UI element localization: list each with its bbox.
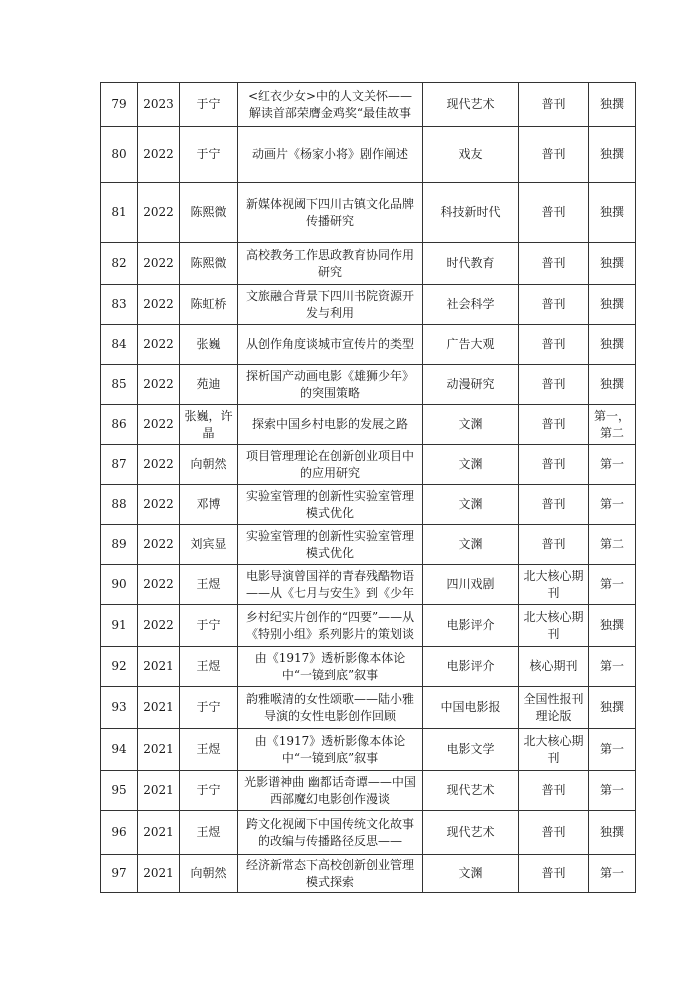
year-cell: 2022 <box>138 565 180 605</box>
title-cell <box>238 183 423 243</box>
title-cell <box>238 127 423 183</box>
role-cell: 第一 <box>589 729 636 771</box>
papers-table <box>100 82 636 893</box>
level-cell: 普刊 <box>519 83 589 127</box>
title-text: 跨文化视阈下中国传统文化故事的改编与传播路径反思—— <box>245 816 414 848</box>
title-text: 实验室管理的创新性实验室管理模式优化 <box>245 528 414 560</box>
index-cell: 90 <box>101 565 138 605</box>
role-cell: 第一 <box>589 565 636 605</box>
level-cell: 普刊 <box>519 445 589 485</box>
level-cell: 普刊 <box>519 771 589 811</box>
title-text: 探析国产动画电影《雄狮少年》的突围策略 <box>245 368 414 400</box>
author-cell: 邓博 <box>180 485 238 525</box>
title-text: 由《1917》透析影像本体论中“一镜到底”叙事 <box>254 650 406 682</box>
level-cell: 北大核心期刊 <box>519 565 589 605</box>
table-row <box>101 771 636 811</box>
author-cell: 苑迪 <box>180 365 238 405</box>
title-cell <box>238 855 423 893</box>
title-cell <box>238 83 423 127</box>
journal-cell: 戏友 <box>423 127 519 183</box>
title-text: 韵雅喉清的女性颂歌——陆小雅导演的女性电影创作回顾 <box>245 691 414 723</box>
index-cell: 80 <box>101 127 138 183</box>
role-cell: 第一 <box>589 771 636 811</box>
table-row <box>101 687 636 729</box>
author-cell: 于宁 <box>180 687 238 729</box>
level-cell: 普刊 <box>519 365 589 405</box>
index-cell: 93 <box>101 687 138 729</box>
journal-cell: 电影评介 <box>423 647 519 687</box>
title-text: 动画片《杨家小将》剧作阐述 <box>251 147 408 161</box>
title-text: 实验室管理的创新性实验室管理模式优化 <box>245 488 414 520</box>
journal-cell: 时代教育 <box>423 243 519 285</box>
journal-cell: 广告大观 <box>423 325 519 365</box>
year-cell: 2022 <box>138 285 180 325</box>
role-cell: 独撰 <box>589 605 636 647</box>
author-cell: 于宁 <box>180 127 238 183</box>
year-cell: 2021 <box>138 729 180 771</box>
title-cell <box>238 285 423 325</box>
role-cell: 第一，第二 <box>589 405 636 445</box>
index-cell: 83 <box>101 285 138 325</box>
journal-cell: 科技新时代 <box>423 183 519 243</box>
author-cell: 王煜 <box>180 565 238 605</box>
index-cell: 94 <box>101 729 138 771</box>
title-text: 新媒体视阈下四川古镇文化品牌传播研究 <box>245 196 414 228</box>
year-cell: 2021 <box>138 771 180 811</box>
year-cell: 2022 <box>138 325 180 365</box>
table-row <box>101 405 636 445</box>
index-cell: 95 <box>101 771 138 811</box>
title-text: 从创作角度谈城市宣传片的类型 <box>245 337 414 351</box>
author-cell: 陈熙微 <box>180 183 238 243</box>
journal-cell: 电影评介 <box>423 605 519 647</box>
level-cell: 普刊 <box>519 183 589 243</box>
index-cell: 85 <box>101 365 138 405</box>
level-cell: 普刊 <box>519 855 589 893</box>
title-text: 项目管理理论在创新创业项目中的应用研究 <box>245 448 414 480</box>
year-cell: 2022 <box>138 127 180 183</box>
journal-cell: 文渊 <box>423 525 519 565</box>
title-text: 探索中国乡村电影的发展之路 <box>251 417 408 431</box>
index-cell: 79 <box>101 83 138 127</box>
role-cell: 独撰 <box>589 325 636 365</box>
table-row <box>101 83 636 127</box>
author-cell: 向朝然 <box>180 445 238 485</box>
year-cell: 2022 <box>138 445 180 485</box>
role-cell: 独撰 <box>589 243 636 285</box>
title-cell <box>238 365 423 405</box>
year-cell: 2022 <box>138 485 180 525</box>
journal-cell: 现代艺术 <box>423 811 519 855</box>
title-text: 乡村纪实片创作的“四要”——从《特别小组》系列影片的策划谈 <box>245 609 415 641</box>
year-cell: 2022 <box>138 243 180 285</box>
year-cell: 2021 <box>138 855 180 893</box>
title-cell <box>238 485 423 525</box>
title-cell <box>238 605 423 647</box>
table-row <box>101 647 636 687</box>
year-cell: 2021 <box>138 687 180 729</box>
title-cell <box>238 729 423 771</box>
table-row <box>101 525 636 565</box>
title-text: 文旅融合背景下四川书院资源开发与利用 <box>245 288 414 320</box>
table-row <box>101 183 636 243</box>
title-cell <box>238 811 423 855</box>
index-cell: 91 <box>101 605 138 647</box>
index-cell: 81 <box>101 183 138 243</box>
role-cell: 独撰 <box>589 811 636 855</box>
journal-cell: 中国电影报 <box>423 687 519 729</box>
index-cell: 88 <box>101 485 138 525</box>
level-cell: 普刊 <box>519 127 589 183</box>
table-row <box>101 485 636 525</box>
role-cell: 独撰 <box>589 83 636 127</box>
role-cell: 独撰 <box>589 127 636 183</box>
table-row <box>101 127 636 183</box>
journal-cell: 现代艺术 <box>423 83 519 127</box>
author-cell: 于宁 <box>180 605 238 647</box>
table-row <box>101 855 636 893</box>
title-cell <box>238 525 423 565</box>
table-row <box>101 729 636 771</box>
author-cell: 张巍，许晶 <box>180 405 238 445</box>
journal-cell: 文渊 <box>423 855 519 893</box>
journal-cell: 文渊 <box>423 405 519 445</box>
table-row <box>101 365 636 405</box>
title-cell <box>238 771 423 811</box>
author-cell: 王煜 <box>180 647 238 687</box>
author-cell: 向朝然 <box>180 855 238 893</box>
role-cell: 独撰 <box>589 285 636 325</box>
year-cell: 2022 <box>138 525 180 565</box>
year-cell: 2022 <box>138 605 180 647</box>
role-cell: 独撰 <box>589 687 636 729</box>
index-cell: 84 <box>101 325 138 365</box>
level-cell: 普刊 <box>519 325 589 365</box>
author-cell: 于宁 <box>180 771 238 811</box>
index-cell: 86 <box>101 405 138 445</box>
index-cell: 87 <box>101 445 138 485</box>
table-row <box>101 811 636 855</box>
year-cell: 2021 <box>138 811 180 855</box>
journal-cell: 电影文学 <box>423 729 519 771</box>
level-cell: 普刊 <box>519 525 589 565</box>
title-cell <box>238 445 423 485</box>
title-text: 光影谱神曲 幽都话奇谭——中国西部魔幻电影创作漫谈 <box>244 774 416 806</box>
author-cell: 刘宾显 <box>180 525 238 565</box>
level-cell: 核心期刊 <box>519 647 589 687</box>
journal-cell: 四川戏剧 <box>423 565 519 605</box>
level-cell: 普刊 <box>519 243 589 285</box>
level-cell: 普刊 <box>519 811 589 855</box>
author-cell: 王煜 <box>180 729 238 771</box>
index-cell: 96 <box>101 811 138 855</box>
level-cell: 北大核心期刊 <box>519 729 589 771</box>
role-cell: 独撰 <box>589 365 636 405</box>
index-cell: 82 <box>101 243 138 285</box>
level-cell: 普刊 <box>519 405 589 445</box>
table-row <box>101 445 636 485</box>
level-cell: 普刊 <box>519 285 589 325</box>
title-cell <box>238 687 423 729</box>
title-text: 由《1917》透析影像本体论中“一镜到底”叙事 <box>254 733 406 765</box>
level-cell: 普刊 <box>519 485 589 525</box>
table-row <box>101 285 636 325</box>
year-cell: 2021 <box>138 647 180 687</box>
table-row <box>101 605 636 647</box>
journal-cell: 文渊 <box>423 485 519 525</box>
table-row <box>101 243 636 285</box>
journal-cell: 动漫研究 <box>423 365 519 405</box>
level-cell: 北大核心期刊 <box>519 605 589 647</box>
index-cell: 89 <box>101 525 138 565</box>
year-cell: 2022 <box>138 183 180 243</box>
title-text: 经济新常态下高校创新创业管理模式探索 <box>245 857 414 889</box>
role-cell: 独撰 <box>589 183 636 243</box>
year-cell: 2022 <box>138 365 180 405</box>
title-cell <box>238 325 423 365</box>
author-cell: 王煜 <box>180 811 238 855</box>
title-cell <box>238 565 423 605</box>
level-cell: 全国性报刊理论版 <box>519 687 589 729</box>
title-text: 电影导演曾国祥的青春残酷物语——从《七月与安生》到《少年 <box>245 568 414 600</box>
title-cell <box>238 405 423 445</box>
journal-cell: 现代艺术 <box>423 771 519 811</box>
title-cell <box>238 647 423 687</box>
author-cell: 张巍 <box>180 325 238 365</box>
role-cell: 第一 <box>589 647 636 687</box>
index-cell: 97 <box>101 855 138 893</box>
role-cell: 第一 <box>589 445 636 485</box>
journal-cell: 文渊 <box>423 445 519 485</box>
table-row <box>101 325 636 365</box>
author-cell: 于宁 <box>180 83 238 127</box>
title-cell <box>238 243 423 285</box>
author-cell: 陈熙微 <box>180 243 238 285</box>
role-cell: 第二 <box>589 525 636 565</box>
title-text: 高校教务工作思政教育协同作用研究 <box>245 247 414 279</box>
index-cell: 92 <box>101 647 138 687</box>
papers-table-body <box>101 83 636 893</box>
role-cell: 第一 <box>589 485 636 525</box>
table-row <box>101 565 636 605</box>
journal-cell: 社会科学 <box>423 285 519 325</box>
author-cell: 陈虹桥 <box>180 285 238 325</box>
title-text: <红衣少女>中的人文关怀——解读首部荣膺金鸡奖“最佳故事 <box>247 88 413 120</box>
year-cell: 2022 <box>138 405 180 445</box>
role-cell: 第一 <box>589 855 636 893</box>
year-cell: 2023 <box>138 83 180 127</box>
